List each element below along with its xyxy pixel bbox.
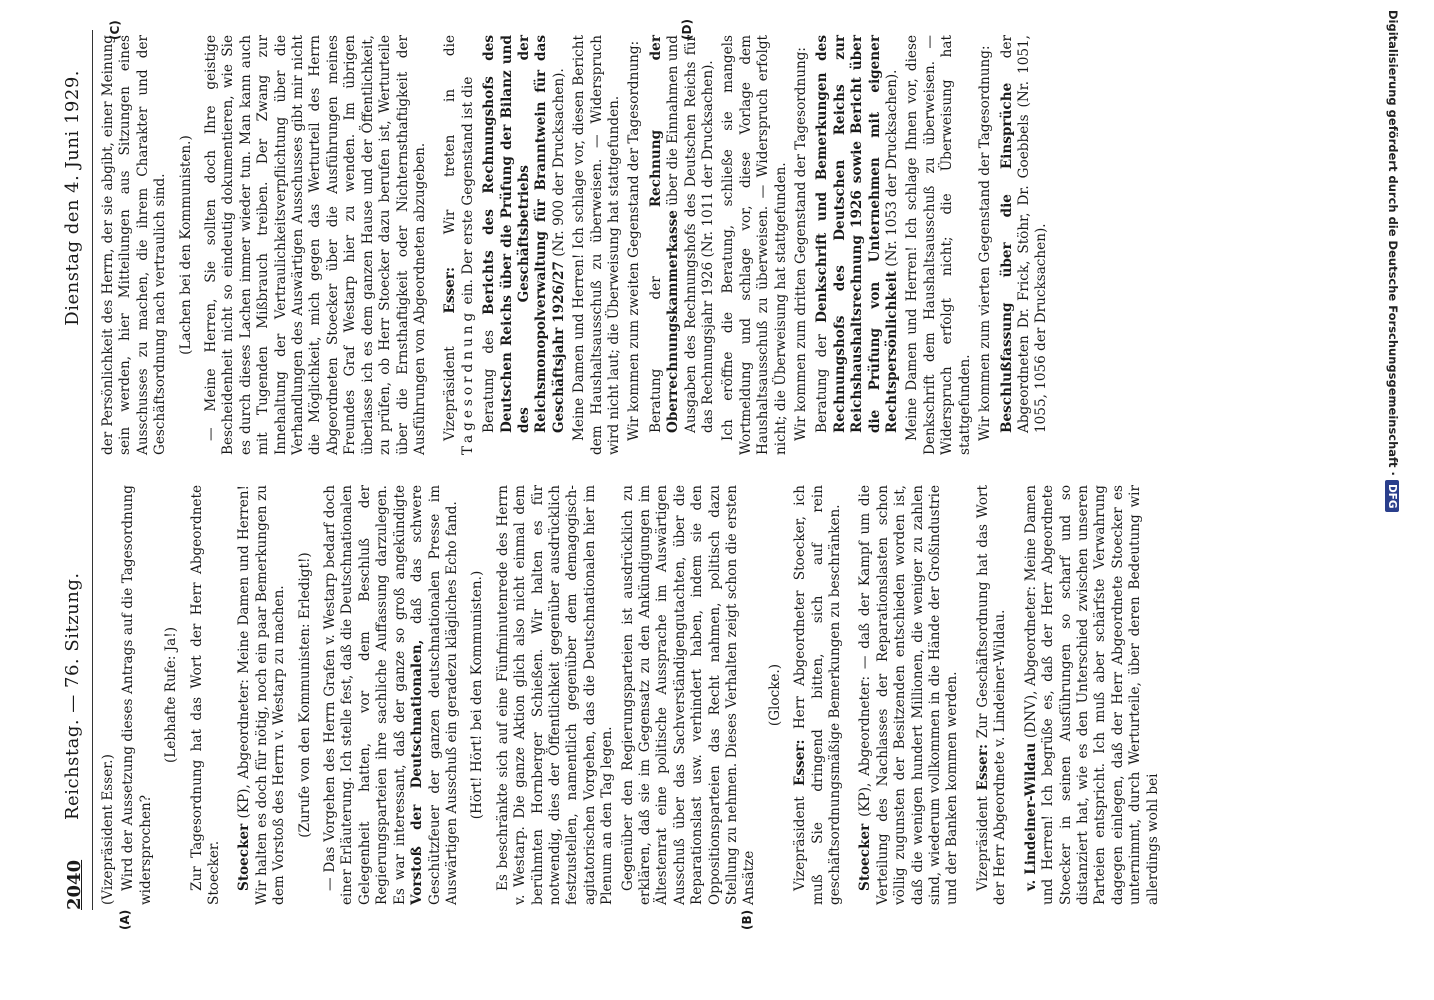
agenda-lead: Beratung der	[647, 276, 664, 433]
speech-text: (KP), Abgeordneter: Meine Damen und Herren! Wir halten es doch für nötig, noch ein paar Bemerkungen zu dem Vorstoß des Herrn v. Westarp zu machen.	[236, 484, 288, 905]
speech-paragraph	[975, 485, 1010, 905]
speech-paragraph	[792, 485, 844, 905]
speaker-name: Esser:	[974, 744, 991, 791]
agenda-lead: Beratung des	[481, 329, 498, 433]
margin-mark-a: (A)	[118, 909, 132, 930]
margin-mark-d: (D)	[680, 19, 694, 40]
paragraph: Wird der Aussetzung dieses Antrags auf die Tagesordnung widersprochen?	[120, 485, 154, 905]
agenda-title: Rechnung der Oberrechnungskammerkasse	[647, 35, 682, 433]
interjection: (Lebhafte Rufe: Ja!)	[163, 626, 180, 764]
agenda-item-1	[481, 35, 568, 455]
dfg-logo: DFG	[1385, 480, 1399, 513]
paragraph: Zur Tagesordnung hat das Wort der Herr Abgeordnete Stoecker.	[188, 485, 223, 905]
speech-text: Herr Abgeordneter Stoecker, ich muß Sie dringend bitten, sich auf rein geschäftsordnungsmäßige Bemerkungen zu beschränken.	[792, 485, 844, 905]
agenda-item-3	[814, 35, 901, 455]
agenda-ref: über die Einnahmen und Ausgaben des Rechnungshofs des Deutschen Reichs für das Rechnungsjahr 1926 (Nr. 1011 der Drucksachen).	[665, 35, 716, 433]
digitization-credit	[1378, 10, 1400, 990]
speech-paragraph	[236, 485, 288, 905]
speaker-line: (Vizepräsident Esser.)	[100, 754, 116, 905]
speech-text: (DNV), Abgeordneter: Meine Damen und Herren! Ich begrüße es, daß der Herr Abgeordnete Stoecker in seinen Ausführungen so scharf und so distanziert hat, wie es den Unterschied zwischen unseren Parteien entspricht. Ich muß aber schärfste Verwahrung dagegen einlegen, daß der Herr Abgeordnete Stoecker es unternimmt, durch Werturteile, über deren Bedeutung wir allerdings wohl bei	[1022, 485, 1161, 905]
speaker-name: Stoecker	[857, 823, 874, 891]
margin-mark-c: (C)	[108, 20, 122, 40]
emphasis-text: Vorstoß der Deutschnationalen,	[409, 639, 426, 905]
credit-text: Digitalisierung gefördert durch die Deutsche Forschungsgemeinschaft ·	[1386, 10, 1400, 476]
page-header	[58, 30, 93, 910]
paragraph: Meine Damen und Herren! Ich schlage Ihnen vor, diese Denkschrift dem Haushaltsausschuß zu überweisen. — Widerspruch erfolgt nicht; die Überweisung hat stattgefunden.	[904, 35, 973, 455]
speech-text: — Das Vorgehen des Herrn Grafen v. Westarp bedarf doch einer Erläuterung. Ich stelle fest, daß die Deutschnationalen Gelegenheit hatten, vor dem Beschluß der Regierungsparteien ihre sachliche Auffassung darzulegen. Es war interessant, daß der ganze so groß angekündigte	[322, 485, 408, 905]
agenda-item-4	[999, 35, 1051, 455]
interjection: (Hört! Hört! bei den Kommunisten.)	[469, 570, 486, 820]
speech-text: Wir treten in die	[442, 35, 459, 235]
paragraph: der Persönlichkeit des Herrn, der sie abgibt, einer Meinung sein werden, hier Mitteilungen aus Sitzungen eines Ausschusses zu machen, die ihrem Charakter und der Geschäftsordnung nach vertraulich sind.	[100, 35, 169, 455]
page-number: 2040	[64, 859, 85, 910]
spaced-text: Tagesordnung	[459, 308, 476, 455]
speech-text: ein. Der erste Gegenstand ist die	[459, 76, 476, 305]
header-right-title: Dienstag den 4. Juni 1929.	[62, 70, 83, 326]
interjection: (Glocke.)	[766, 663, 783, 727]
speech-paragraph	[1023, 485, 1162, 905]
role-label: Vizepräsident	[974, 796, 991, 891]
agenda-title: Berichts des Rechnungshofs des Deutschen Reichs über die Prüfung der Bilanz und des Geschäftsbetriebs der Reichsmonopolverwaltung für Branntwein für das Geschäftsjahr 1926/27	[481, 34, 567, 433]
paragraph: Es beschränkte sich auf eine Fünfminutenrede des Herrn v. Westarp. Die ganze Aktion glich also nicht einmal dem berühmten Hornberger Schießen. Wir halten es für notwendig, dies der Öffentlichkeit gegenüber ausdrücklich festzustellen, namentlich gegenüber dem demagogisch-agitatorischen Vorgehen, das die Deutschnationalen hier im Plenum an den Tag legen.	[494, 485, 616, 905]
speech-paragraph	[322, 485, 461, 905]
right-column	[100, 35, 1054, 455]
paragraph: Gegenüber den Regierungsparteien ist ausdrücklich zu erklären, daß sie im Gegensatz zu den Ankündigungen im Ältestenrat eine politische Aussprache im Auswärtigen Ausschuß über das Sachverständigengutachten, über die Reparationslast usw. verhindert haben, indem sie den Oppositionsparteien das Recht nahmen, politisch dazu Stellung zu nehmen. Dieses Verhalten zeigt schon die ersten Ansätze	[619, 485, 758, 905]
speech-paragraph	[442, 35, 477, 455]
left-column	[100, 485, 1165, 905]
role-label: Vizepräsident	[442, 346, 459, 441]
agenda-item-2	[648, 35, 718, 455]
paragraph: Wir kommen zum zweiten Gegenstand der Tagesordnung:	[626, 40, 643, 441]
interjection: (Lachen bei den Kommunisten.)	[177, 135, 194, 355]
speaker-name: Stoecker	[236, 823, 253, 891]
speech-text: daß das schwere Geschützfeuer der ganzen deutschnationalen Presse im Auswärtigen Ausschuß ein geradezu klägliches Echo fand.	[409, 485, 460, 905]
agenda-ref: (Nr. 900 der Drucksachen).	[550, 68, 567, 257]
speech-paragraph	[857, 485, 961, 905]
interjection: (Zurufe von den Kommunisten: Erledigt!)	[296, 552, 313, 838]
paragraph: Wir kommen zum vierten Gegenstand der Tagesordnung:	[977, 45, 994, 441]
agenda-ref: (Nr. 1053 der Drucksachen).	[884, 69, 901, 267]
agenda-title: Denkschrift und Bemerkungen des Rechnungshofs des Deutschen Reichs zur Reichshaushaltsrechnung 1926 sowie Bericht über die Prüfung von Unternehmen mit eigener Rechtspersönlichkeit	[814, 35, 901, 433]
speaker-name: v. Lindeiner-Wildau	[1022, 742, 1039, 891]
header-left-title: Reichstag. — 76. Sitzung.	[62, 572, 83, 820]
speech-text: (KP), Abgeordneter: — daß der Kampf um die Verteilung des Nachlasses der Reparationslasten schon völlig zugunsten der Besitzenden entschieden worden ist, daß die wenigen hundert Millionen, die weniger zu zahlen sind, wiederum vollkommen in die Hände der Großindustrie und der Banken kommen werden.	[857, 485, 961, 905]
paragraph: Meine Damen und Herren! Ich schlage vor, diesen Bericht dem Haushaltsausschuß zu überweisen. — Widerspruch wird nicht laut; die Überweisung hat stattgefunden.	[571, 35, 622, 455]
speaker-name: Esser:	[792, 739, 809, 786]
speech-text: Zur Geschäftsordnung hat das Wort der Herr Abgeordnete v. Lindeiner-Wildau.	[974, 485, 1009, 905]
role-label: Vizepräsident	[792, 796, 809, 891]
paragraph: — Meine Herren, Sie sollten doch Ihre geistige Bescheidenheit nicht so eindeutig dokumentieren, wie Sie es durch dieses Lachen immer wieder tun. Man kann auch mit Tugenden Mißbrauch treiben. Der Zwang zur Innehaltung der Vertraulichkeitsverpflichtung über die Verhandlungen des Auswärtigen Ausschusses gibt mir nicht die Möglichkeit, mich gegen das Werturteil des Herrn Abgeordneten Stoecker über die Ausführungen meines Freundes Graf Westarp hier zu wenden. Im übrigen überlasse ich es dem ganzen Hause und der Öffentlichkeit, zu prüfen, ob Herr Stoecker dazu berufen ist, Werturteile über die Ernsthaftigkeit oder Nichternsthaftigkeit der Ausführungen von Abgeordneten abzugeben.	[203, 35, 428, 455]
agenda-lead: Beratung der	[814, 334, 831, 433]
paragraph: Wir kommen zum dritten Gegenstand der Tagesordnung:	[793, 46, 810, 441]
agenda-ref: der Abgeordneten Dr. Frick, Stöhr, Dr. Goebbels (Nr. 1051, 1055, 1056 der Drucksachen).	[998, 34, 1050, 433]
agenda-title: Beschlußfassung über die Einsprüche	[998, 82, 1015, 433]
paragraph: Ich eröffne die Beratung, schließe sie mangels Wortmeldung und schlage vor, diese Vorlage dem Haushaltsausschuß zu überweisen. — Widerspruch erfolgt nicht; die Überweisung hat stattgefunden.	[720, 35, 789, 455]
margin-mark-b: (B)	[740, 909, 754, 930]
speaker-name: Esser:	[442, 267, 459, 314]
